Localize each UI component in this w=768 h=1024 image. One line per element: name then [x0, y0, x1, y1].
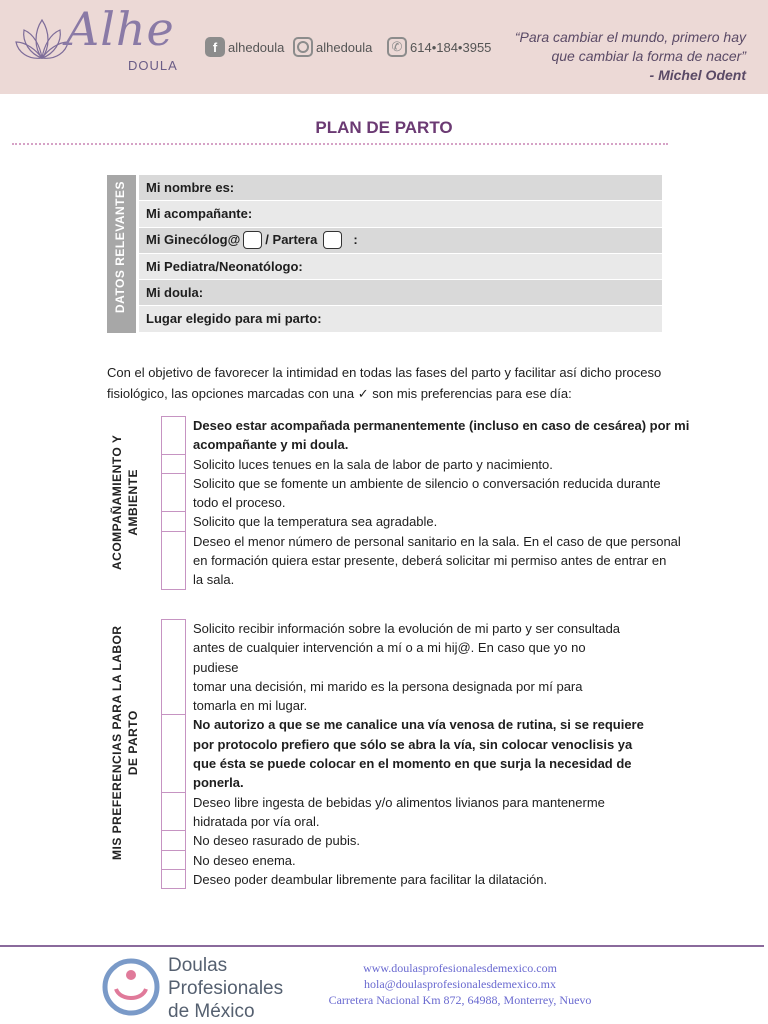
title-divider	[12, 143, 668, 145]
check-mark-icon: ✓	[357, 386, 369, 401]
preference-text: Deseo libre ingesta de bebidas y/o alimentos livianos para mantenerme hidratada por vía oral.	[193, 794, 605, 829]
header-quote	[496, 28, 746, 85]
intro-text-2: son mis preferencias para ese día:	[372, 386, 572, 401]
field-acompanante[interactable]	[139, 201, 662, 227]
field-ginecologo	[139, 228, 662, 254]
preference-checkbox[interactable]	[161, 532, 186, 590]
intro-paragraph	[107, 362, 667, 404]
preference-text: No autorizo a que se me canalice una vía venosa de rutina, si se requiere por protocolo prefiero que sólo se abra la vía, sin colocar venoclisis ya que ésta se puede colocar en el momento en que surja la necesidad de ponerla.	[193, 717, 644, 791]
footer-org-name-line-3: de México	[168, 1001, 255, 1022]
preference-text: No deseo rasurado de pubis.	[193, 833, 360, 849]
preference-checkbox[interactable]	[161, 619, 186, 715]
field-nombre[interactable]	[139, 175, 662, 201]
preference-text: No deseo enema.	[193, 852, 296, 868]
field-pediatra-label: Mi Pediatra/Neonatólogo:	[146, 258, 303, 274]
list-item	[161, 532, 721, 590]
preference-checkbox[interactable]	[161, 793, 186, 832]
intro-text-1: Con el objetivo de favorecer la intimidad en todas las fases del parto y facilitar así dicho proceso fisiológico, las opciones marcadas con una	[107, 365, 662, 401]
preference-text: Deseo poder deambular libremente para facilitar la dilatación.	[193, 871, 548, 887]
footer-org-name	[168, 954, 283, 1023]
list-item	[161, 455, 721, 474]
facebook-link[interactable]	[205, 36, 284, 58]
field-colon: :	[353, 232, 358, 248]
quote-line-2: que cambiar la forma de nacer”	[551, 48, 746, 64]
preference-text: Deseo estar acompañada permanentemente (incluso en caso de cesárea) por mi acompañante y mi doula.	[193, 418, 690, 453]
section-preferencias-list	[161, 619, 721, 889]
header-band	[0, 0, 768, 94]
field-pediatra[interactable]	[139, 254, 662, 280]
field-lugar[interactable]	[139, 306, 662, 332]
doulas-mexico-logo-icon	[102, 953, 160, 1017]
footer-address: Carretera Nacional Km 872, 64988, Monterrey, Nuevo	[328, 993, 592, 1007]
ginecologo-checkbox[interactable]	[243, 231, 262, 249]
list-item	[161, 851, 721, 870]
preference-text: Solicito que se fomente un ambiente de silencio o conversación reducida durante todo el proceso.	[193, 475, 661, 511]
section-acompanamiento-label	[109, 435, 141, 570]
preference-checkbox[interactable]	[161, 715, 186, 792]
section-preferencias-label-line-1: MIS PREFERENCIAS PARA LA LABOR	[110, 625, 124, 860]
list-item	[161, 870, 721, 889]
page-title: PLAN DE PARTO	[315, 118, 453, 137]
quote-line-1: “Para cambiar el mundo, primero hay	[514, 29, 746, 45]
list-item	[161, 793, 721, 832]
field-doula[interactable]	[139, 280, 662, 306]
field-acompanante-label: Mi acompañante:	[146, 205, 253, 221]
preference-checkbox[interactable]	[161, 512, 186, 531]
lotus-logo-icon	[12, 10, 72, 70]
footer-org-name-line-1: Doulas	[168, 955, 228, 976]
preference-text: Solicito que la temperatura sea agradable.	[193, 514, 438, 530]
preference-checkbox[interactable]	[161, 870, 186, 889]
list-item	[161, 416, 721, 455]
brand-subtitle: DOULA	[128, 58, 178, 73]
facebook-icon: f	[205, 37, 225, 57]
instagram-handle: alhedoula	[316, 39, 373, 55]
field-ginecologo-label: Mi Ginecólog@	[146, 232, 241, 248]
section-preferencias-label-line-2: DE PARTO	[126, 710, 140, 776]
field-doula-label: Mi doula:	[146, 284, 204, 300]
quote-author: - Michel Odent	[649, 67, 746, 83]
datos-relevantes-label-box	[107, 175, 136, 333]
brand-name: Alhe	[66, 2, 175, 56]
instagram-icon	[293, 37, 313, 57]
list-item	[161, 831, 721, 850]
footer-website-link[interactable]: www.doulasprofesionalesdemexico.com	[363, 961, 557, 975]
datos-relevantes-table	[139, 175, 662, 333]
field-partera-label: / Partera	[265, 232, 318, 248]
field-nombre-label: Mi nombre es:	[146, 179, 235, 195]
preference-text: Deseo el menor número de personal sanitario en la sala. En el caso de que personal en formación quiera estar presente, deberá solicitar mi permiso antes de entrar en la sala.	[193, 533, 681, 588]
footer-contact	[320, 960, 600, 1008]
field-lugar-label: Lugar elegido para mi parto:	[146, 311, 322, 327]
section-acompanamiento-list	[161, 416, 721, 590]
preference-checkbox[interactable]	[161, 455, 186, 474]
phone-link[interactable]	[387, 36, 491, 58]
preference-text: Solicito recibir información sobre la evolución de mi parto y ser consultada antes de cualquier intervención a mí o a mi hij@. En caso que yo no pudiese tomar una decisión, mi marido es la persona designada por mí para tomarla en mi lugar.	[193, 621, 621, 714]
list-item	[161, 715, 721, 792]
instagram-link[interactable]	[293, 36, 372, 58]
preference-checkbox[interactable]	[161, 851, 186, 870]
section-acompanamiento-label-line-2: AMBIENTE	[126, 469, 140, 536]
preference-text: Solicito luces tenues en la sala de labor de parto y nacimiento.	[193, 456, 553, 472]
partera-checkbox[interactable]	[323, 231, 342, 249]
section-preferencias-label	[109, 625, 141, 860]
list-item	[161, 619, 721, 715]
footer-divider	[0, 945, 764, 947]
section-acompanamiento-label-line-1: ACOMPAÑAMIENTO Y	[110, 434, 124, 570]
phone-icon: ✆	[387, 37, 407, 57]
preference-checkbox[interactable]	[161, 416, 186, 455]
preference-checkbox[interactable]	[161, 474, 186, 513]
footer-org-name-line-2: Profesionales	[168, 978, 284, 999]
preference-checkbox[interactable]	[161, 831, 186, 850]
footer-email-link[interactable]: hola@doulasprofesionalesdemexico.mx	[364, 977, 556, 991]
list-item	[161, 512, 721, 531]
datos-relevantes-label: DATOS RELEVANTES	[113, 180, 127, 313]
list-item	[161, 474, 721, 513]
facebook-handle: alhedoula	[228, 39, 285, 55]
phone-number: 614•184•3955	[410, 39, 492, 55]
